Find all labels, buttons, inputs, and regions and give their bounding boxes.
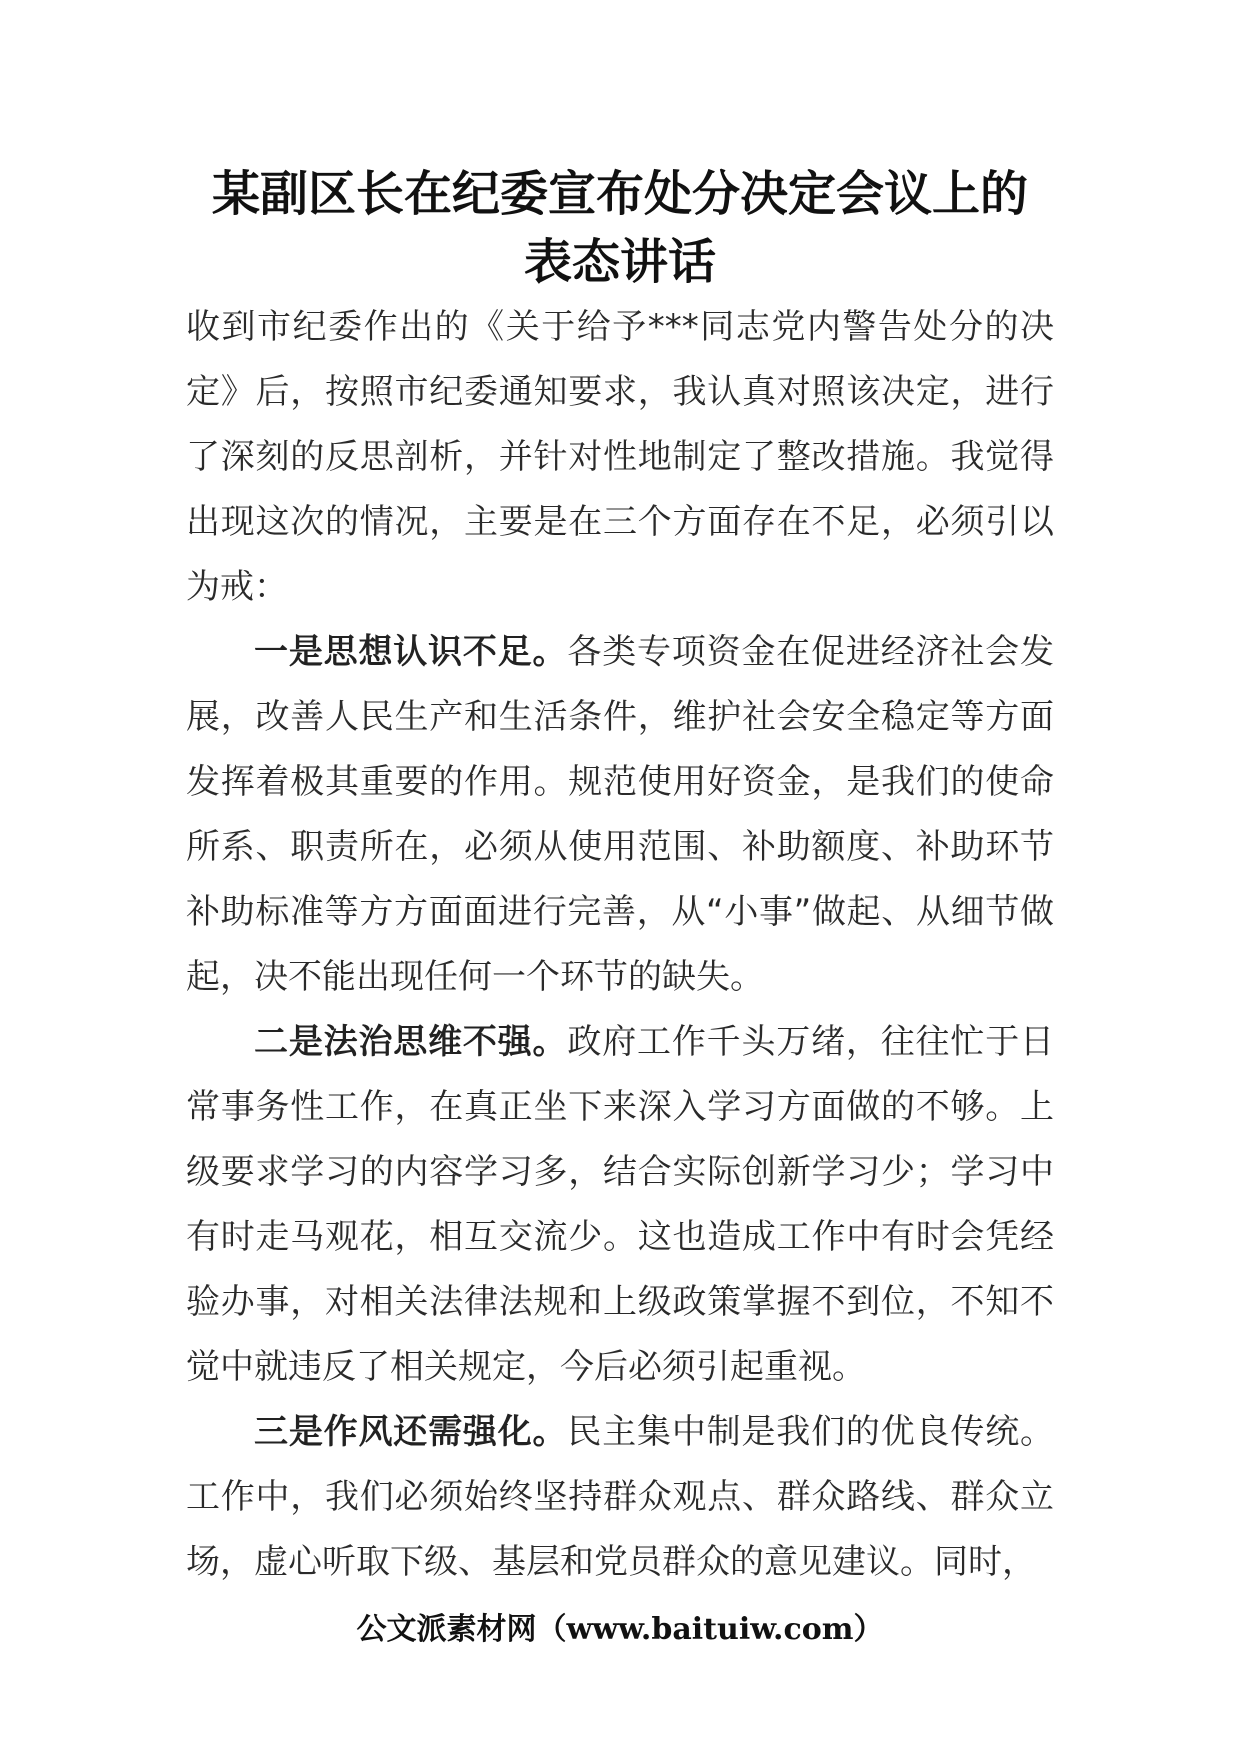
document-body <box>186 295 1054 1595</box>
point-heading-3: 三是作风还需强化。 <box>254 1412 568 1452</box>
point-paragraph-2 <box>186 1010 1054 1400</box>
footer-watermark: 公文派素材网（www.baituiw.com） <box>356 1612 884 1647</box>
point-text-2: 政府工作千头万绪，往往忙于日常事务性工作，在真正坐下来深入学习方面做的不够。上级要求学习的内容学习多，结合实际创新学习少；学习中有时走马观花，相互交流少。这也造成工作中有时会凭经验办事，对相关法律法规和上级政策掌握不到位，不知不觉中就违反了相关规定，今后必须引起重视。 <box>186 1022 1055 1387</box>
point-paragraph-3 <box>186 1400 1054 1595</box>
point-paragraph-1 <box>186 620 1054 1010</box>
point-heading-2: 二是法治思维不强。 <box>254 1022 568 1062</box>
intro-paragraph: 收到市纪委作出的《关于给予***同志党内警告处分的决定》后，按照市纪委通知要求，我认真对照该决定，进行了深刻的反思剖析，并针对性地制定了整改措施。我觉得出现这次的情况，主要是在三个方面存在不足，必须引以为戒： <box>186 307 1054 607</box>
document-title-line2: 表态讲话 <box>523 234 716 290</box>
point-text-1: 各类专项资金在促进经济社会发展，改善人民生产和生活条件，维护社会安全稳定等方面发挥着极其重要的作用。规范使用好资金，是我们的使命所系、职责所在，必须从使用范围、补助额度、补助环节补助标准等方方面面进行完善，从“小事”做起、从细节做起，决不能出现任何一个环节的缺失。 <box>186 632 1055 997</box>
document-title-line1: 某副区长在纪委宣布处分决定会议上的 <box>211 166 1028 222</box>
point-heading-1: 一是思想认识不足。 <box>254 632 568 672</box>
point-text-3: 民主集中制是我们的优良传统。工作中，我们必须始终坚持群众观点、群众路线、群众立场，虚心听取下级、基层和党员群众的意见建议。同时， <box>186 1412 1055 1582</box>
